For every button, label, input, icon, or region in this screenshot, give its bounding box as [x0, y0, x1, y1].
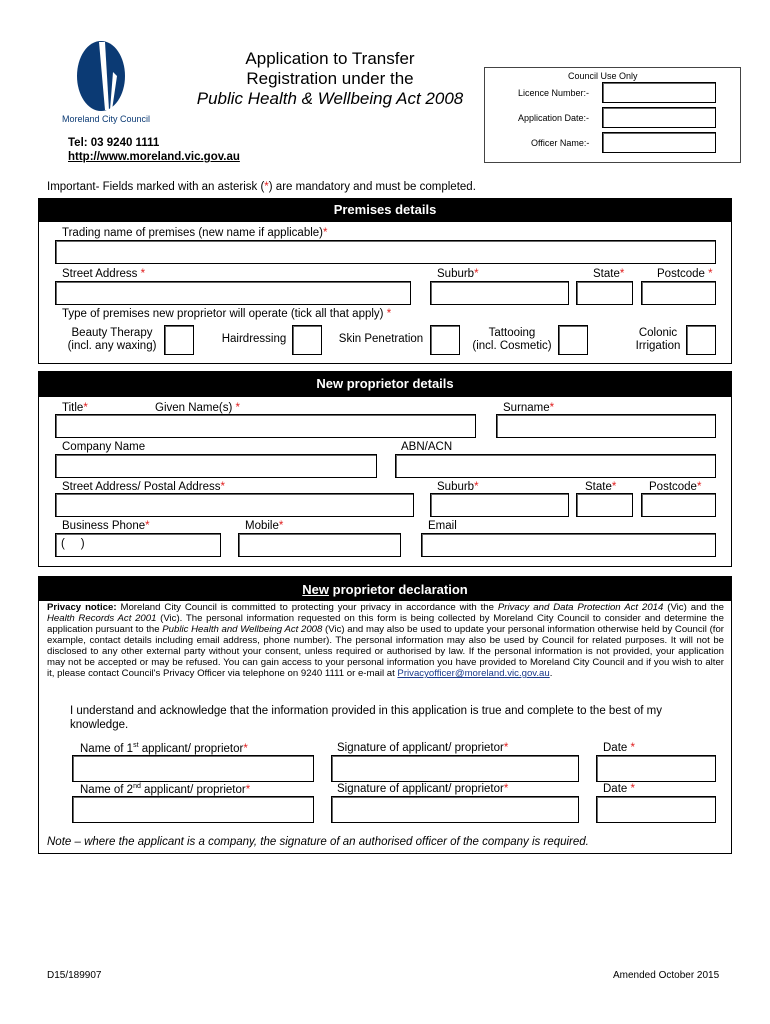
signature-1-input[interactable] — [331, 755, 579, 782]
line: Skin Penetration — [338, 333, 424, 345]
colonic-irrigation-label — [628, 327, 688, 353]
label-text: Type of premises new proprietor will operate (tick all that apply) — [62, 308, 387, 320]
date-1-input[interactable] — [596, 755, 716, 782]
text: Signature of applicant/ proprietor — [337, 783, 504, 795]
state-input[interactable] — [576, 281, 633, 305]
label-text: State — [585, 481, 612, 493]
line: (incl. Cosmetic) — [472, 340, 552, 352]
text: applicant/ proprietor — [138, 742, 244, 755]
asterisk: * — [278, 520, 284, 532]
text: (Vic) and may also be used to update your personal information otherwise held by Council (for example, contact details including email address, phone number). The personal information may also be used by Council for related purposes. It will not be disclosed to any other external party without your consent, unless required or authorised by law. If the personal information is not provided, your application may not be accepted or may be refused. You can gain access to your personal information you have provided to Moreland City Council and if you wish to alter it, please contact Council's Privacy Officer via telephone on 9240 1111 or e-mail at — [47, 624, 724, 679]
date-2-label — [603, 783, 635, 795]
suburb-label — [437, 268, 479, 280]
proprietor-postcode-label — [649, 481, 701, 493]
mobile-label — [245, 520, 283, 532]
act: Privacy and Data Protection Act 2014 — [497, 602, 664, 613]
text: Name of 1 — [80, 742, 134, 755]
surname-label — [503, 402, 554, 414]
text: applicant/ proprietor — [140, 783, 246, 796]
title-given-name-input[interactable] — [55, 414, 476, 438]
text: . — [549, 668, 553, 679]
label-text: State — [593, 268, 620, 280]
premises-type-label — [62, 308, 391, 320]
applicant-1-name-input[interactable] — [72, 755, 314, 782]
trading-name-input[interactable] — [55, 240, 716, 264]
given-name-label — [155, 402, 240, 414]
business-phone-label — [62, 520, 150, 532]
hairdressing-checkbox[interactable] — [292, 325, 322, 355]
signature-2-label — [337, 783, 508, 795]
council-use-heading: Council Use Only — [568, 71, 638, 81]
act: Public Health and Wellbeing Act 2008 — [162, 624, 323, 635]
state-label — [593, 268, 624, 280]
notice-text-end: ) are mandatory and must be completed. — [268, 181, 476, 193]
privacy-label: Privacy notice: — [47, 602, 117, 613]
text: Moreland City Council is committed to protecting your privacy in accordance with the — [116, 602, 498, 613]
business-phone-input[interactable] — [55, 533, 221, 557]
label-text: Suburb — [437, 481, 475, 493]
label-text: Street Address/ Postal Address — [62, 481, 221, 493]
label-text: Street Address — [62, 268, 141, 280]
phone-value: ( ) — [61, 538, 85, 550]
email-label: Email — [428, 520, 457, 532]
street-address-label — [62, 268, 145, 280]
text: Date — [603, 783, 631, 795]
postal-address-label — [62, 481, 225, 493]
asterisk: * — [619, 268, 625, 280]
title-line-2: Registration under the — [246, 69, 414, 88]
asterisk: * — [323, 227, 328, 239]
moreland-logo — [75, 40, 127, 112]
line: Hairdressing — [221, 333, 287, 345]
application-date-label: Application Date:- — [518, 113, 590, 123]
label-text: Surname — [503, 402, 550, 414]
street-address-input[interactable] — [55, 281, 411, 305]
officer-name-input[interactable] — [602, 132, 716, 153]
postcode-label — [657, 268, 713, 280]
date-2-input[interactable] — [596, 796, 716, 823]
line: Beauty Therapy — [71, 327, 153, 339]
proprietor-heading: New proprietor details — [38, 371, 732, 397]
text: Signature of applicant/ proprietor — [337, 742, 504, 754]
title-label — [62, 402, 88, 414]
line: (incl. any waxing) — [67, 340, 157, 352]
label-text: Trading name of premises (new name if applicable) — [62, 227, 324, 239]
label-text: Title — [62, 402, 84, 414]
applicant-1-name-label — [80, 742, 248, 755]
privacy-email-link[interactable]: Privacyofficer@moreland.vic.gov.au — [397, 668, 550, 679]
website-link[interactable]: http://www.moreland.vic.gov.au — [68, 151, 240, 163]
asterisk: * — [145, 520, 150, 532]
asterisk: * — [696, 481, 702, 493]
asterisk: * — [503, 783, 509, 795]
asterisk: * — [474, 268, 479, 280]
colonic-irrigation-checkbox[interactable] — [686, 325, 716, 355]
officer-name-label: Officer Name:- — [531, 138, 590, 148]
heading-new: New — [302, 582, 330, 597]
sup: st — [133, 742, 139, 749]
asterisk: * — [243, 742, 248, 755]
amended-date: Amended October 2015 — [613, 970, 720, 981]
text: (Vic). The personal information requested on this form is being collected by Moreland City Council to consider and determine the application pursuant to the — [47, 613, 724, 635]
declaration-heading — [38, 576, 732, 601]
asterisk: * — [245, 783, 251, 796]
mandatory-notice — [47, 181, 476, 193]
title-line-1: Application to Transfer — [245, 49, 415, 68]
heading-rest: proprietor declaration — [329, 582, 468, 597]
asterisk: * — [630, 783, 635, 795]
company-note: Note – where the applicant is a company, the signature of an authorised officer of the company is required. — [47, 836, 589, 848]
tattooing-label — [468, 327, 556, 353]
asterisk: * — [611, 481, 617, 493]
signature-1-label — [337, 742, 508, 754]
asterisk: * — [220, 481, 226, 493]
skin-penetration-label — [336, 333, 426, 346]
line: Irrigation — [635, 340, 681, 352]
text: (Vic) and the — [663, 602, 725, 613]
asterisk: * — [630, 742, 635, 754]
asterisk: * — [503, 742, 509, 754]
label-text: Suburb — [437, 268, 475, 280]
email-input[interactable] — [421, 533, 716, 557]
sup: nd — [133, 783, 141, 790]
applicant-2-name-input[interactable] — [72, 796, 314, 823]
proprietor-state-label — [585, 481, 616, 493]
label-text: Postcode — [649, 481, 697, 493]
licence-number-input[interactable] — [602, 82, 716, 103]
application-date-input[interactable] — [602, 107, 716, 128]
postcode-input[interactable] — [641, 281, 716, 305]
proprietor-state-input[interactable] — [576, 493, 633, 517]
company-name-input[interactable] — [55, 454, 377, 478]
signature-2-input[interactable] — [331, 796, 579, 823]
company-name-label: Company Name — [62, 441, 146, 453]
beauty-therapy-label — [62, 327, 162, 353]
asterisk: * — [140, 268, 146, 280]
asterisk: * — [235, 402, 241, 414]
beauty-therapy-checkbox[interactable] — [164, 325, 194, 355]
date-1-label — [603, 742, 635, 754]
mobile-input[interactable] — [238, 533, 401, 557]
applicant-2-name-label — [80, 783, 250, 796]
telephone: Tel: 03 9240 1111 — [68, 137, 160, 149]
text: Date — [603, 742, 631, 754]
trading-name-label — [62, 227, 328, 239]
label-text: Mobile — [245, 520, 279, 532]
logo-text: Moreland City Council — [62, 114, 151, 124]
privacy-notice — [47, 602, 724, 679]
asterisk: * — [264, 181, 269, 193]
proprietor-suburb-input[interactable] — [430, 493, 569, 517]
surname-input[interactable] — [496, 414, 716, 438]
line: Colonic — [638, 327, 678, 339]
asterisk: * — [549, 402, 555, 414]
label-text: Business Phone — [62, 520, 146, 532]
abn-input[interactable] — [395, 454, 716, 478]
asterisk: * — [386, 308, 392, 320]
notice-text: Important- Fields marked with an asterisk ( — [47, 181, 265, 193]
label-text: Given Name(s) — [155, 402, 236, 414]
suburb-input[interactable] — [430, 281, 569, 305]
text: Name of 2 — [80, 783, 134, 796]
skin-penetration-checkbox[interactable] — [430, 325, 460, 355]
asterisk: * — [83, 402, 88, 414]
asterisk: * — [474, 481, 479, 493]
premises-heading: Premises details — [38, 198, 732, 222]
page-title — [180, 49, 480, 109]
document-reference: D15/189907 — [47, 970, 102, 981]
proprietor-postcode-input[interactable] — [641, 493, 716, 517]
postal-address-input[interactable] — [55, 493, 414, 517]
hairdressing-label — [218, 333, 290, 346]
label-text: Postcode — [657, 268, 709, 280]
act: Health Records Act 2001 — [47, 613, 157, 624]
abn-label: ABN/ACN — [401, 441, 453, 453]
line: Tattooing — [488, 327, 536, 339]
tattooing-checkbox[interactable] — [558, 325, 588, 355]
asterisk: * — [708, 268, 713, 280]
title-line-3: Public Health & Wellbeing Act 2008 — [196, 89, 464, 108]
licence-number-label: Licence Number:- — [518, 88, 590, 98]
proprietor-suburb-label — [437, 481, 479, 493]
acknowledgement-text: I understand and acknowledge that the information provided in this application is true and complete to the best of my knowledge. — [70, 705, 662, 731]
